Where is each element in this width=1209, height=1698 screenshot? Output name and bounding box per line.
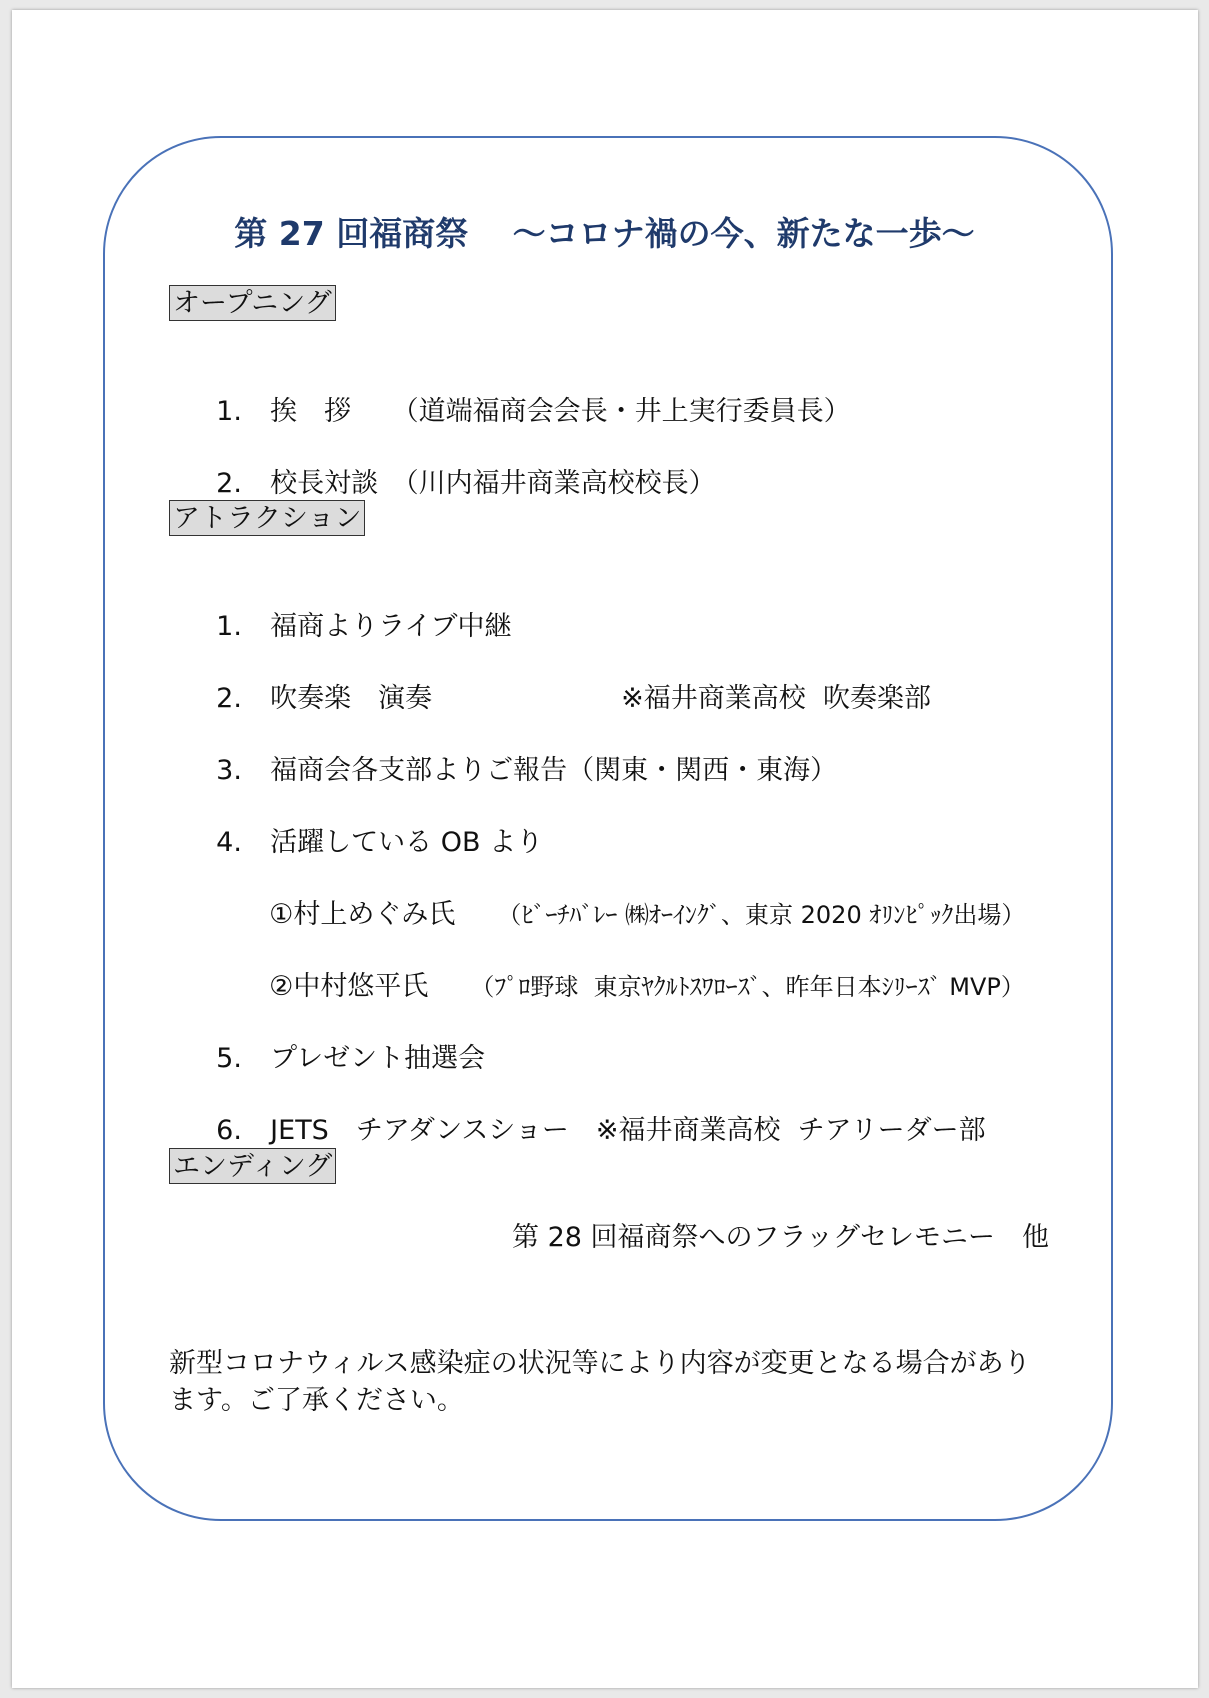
ob-item-nakamura bbox=[252, 933, 1025, 1005]
item-text: 福商よりライブ中継 bbox=[270, 611, 512, 642]
item-number: 6. bbox=[216, 1115, 242, 1146]
event-title: 第 27 回福商祭 ～コロナ禍の今、新たな一歩～ bbox=[234, 214, 975, 253]
section-label-ending: エンディング bbox=[169, 1148, 336, 1184]
item-number: 5. bbox=[216, 1043, 242, 1074]
attraction-item-5 bbox=[199, 1005, 485, 1077]
ob-detail: （ﾌﾟﾛ野球 東京ﾔｸﾙﾄｽﾜﾛｰｽﾞ、昨年日本ｼﾘｰｽﾞ MVP） bbox=[482, 973, 1025, 1001]
item-text: 福商会各支部よりご報告（関東・関西・東海） bbox=[270, 755, 838, 786]
opening-item-1 bbox=[199, 358, 851, 430]
attraction-item-6 bbox=[199, 1077, 986, 1149]
section-label-opening: オープニング bbox=[169, 285, 336, 321]
item-text: 吹奏楽 演奏 ※福井商業高校 吹奏楽部 bbox=[270, 683, 931, 714]
attraction-item-2 bbox=[199, 645, 931, 717]
item-number: 2. bbox=[216, 683, 242, 714]
item-text: プレゼント抽選会 bbox=[270, 1043, 486, 1074]
ob-detail: （ﾋﾞｰﾁﾊﾞﾚｰ ㈱ｵｰｲﾝｸﾞ、東京 2020 ｵﾘﾝﾋﾟｯｸ出場） bbox=[509, 901, 1026, 929]
ob-name: ②中村悠平氏 bbox=[269, 971, 429, 1002]
item-text: 活躍している OB より bbox=[270, 827, 544, 858]
section-label-attraction: アトラクション bbox=[169, 500, 365, 536]
item-number: 1. bbox=[216, 396, 242, 427]
item-number: 2. bbox=[216, 468, 242, 499]
item-text: 校長対談 （川内福井商業高校校長） bbox=[270, 468, 716, 499]
item-number: 3. bbox=[216, 755, 242, 786]
attraction-item-3 bbox=[199, 717, 837, 789]
item-text: JETS チアダンスショー ※福井商業高校 チアリーダー部 bbox=[270, 1115, 986, 1146]
notice-text: 新型コロナウィルス感染症の状況等により内容が変更となる場合があります。ご了承ください。 bbox=[169, 1348, 1031, 1416]
ob-item-murakami bbox=[252, 861, 1025, 933]
item-text: 挨 拶 （道端福商会会長・井上実行委員長） bbox=[270, 396, 851, 427]
opening-item-2 bbox=[199, 430, 716, 502]
ending-text: 第 28 回福商祭へのフラッグセレモニー 他 bbox=[512, 1222, 1049, 1253]
attraction-item-1 bbox=[199, 573, 512, 645]
attraction-item-4 bbox=[199, 789, 543, 861]
item-number: 4. bbox=[216, 827, 242, 858]
item-number: 1. bbox=[216, 611, 242, 642]
ob-name: ①村上めぐみ氏 bbox=[269, 899, 456, 930]
